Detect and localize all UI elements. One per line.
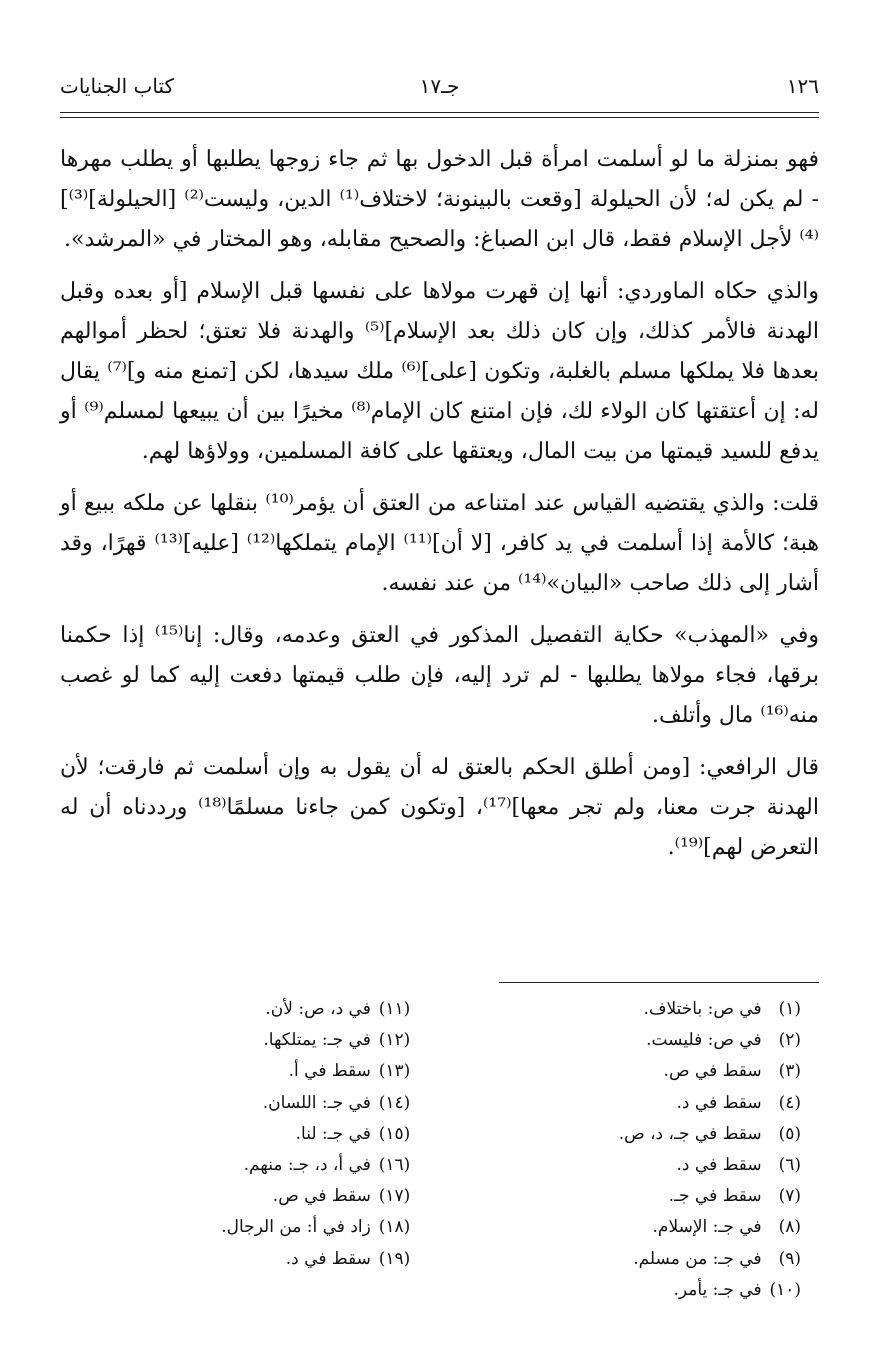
footnote xyxy=(79,1244,410,1275)
footnote xyxy=(450,1244,801,1275)
footnote xyxy=(79,1119,410,1150)
footnote-number: (٨) xyxy=(778,1217,801,1238)
footnote-text: في جـ: يأمر. xyxy=(673,1279,762,1300)
footnote xyxy=(79,994,410,1025)
footnote-number: (١٨) xyxy=(378,1217,411,1238)
footnote-text: سقط في ص. xyxy=(272,1186,371,1207)
footnote-text: في جـ: الإسلام. xyxy=(652,1217,762,1238)
page-number: ١٢٦ xyxy=(786,74,819,98)
footnote xyxy=(79,1212,410,1243)
footnote-text: في ص: فليست. xyxy=(646,1030,762,1051)
main-text xyxy=(60,140,819,880)
footnote-number: (١٥) xyxy=(378,1123,411,1144)
header-rule-secondary xyxy=(60,117,819,118)
footnote-number: (١٢) xyxy=(378,1030,411,1051)
footnote-text: في جـ: اللسان. xyxy=(262,1092,371,1113)
footnote-text: في جـ: يمتلكها. xyxy=(263,1030,371,1051)
footnote-text: في جـ: من مسلم. xyxy=(633,1248,762,1269)
footnote xyxy=(450,1056,801,1087)
footnote-number: (٣) xyxy=(778,1061,801,1082)
footnote-text: سقط في د. xyxy=(676,1092,762,1113)
footnote-text: في أ، د، جـ: منهم. xyxy=(243,1155,371,1176)
footnote xyxy=(79,1088,410,1119)
footnote xyxy=(79,1025,410,1056)
header-rule xyxy=(60,112,819,113)
footnote-number: (١٤) xyxy=(378,1092,411,1113)
footnote-number: (١) xyxy=(778,999,801,1019)
footnote-text: سقط في د. xyxy=(676,1155,762,1176)
footnote-text: في جـ: لنا. xyxy=(295,1123,371,1144)
footnote-number: (٢) xyxy=(778,1030,801,1051)
footnotes xyxy=(79,994,819,1306)
volume-label: جـ١٧ xyxy=(419,74,460,98)
footnote-text: في د، ص: لأن. xyxy=(265,999,371,1019)
paragraph: فهو بمنزلة ما لو أسلمت امرأة قبل الدخول بها ثم جاء زوجها يطلبها أو يطلب مهرها - لم يكن له؛ لأن الحيلولة [وقعت بالبينونة؛ لاختلاف⁽¹⁾ الدين، وليست⁽²⁾ [الحيلولة]⁽³⁾]⁽⁴⁾ لأجل الإسلام فقط، قال ابن الصباغ: والصحيح مقابله، وهو المختار في «المرشد». xyxy=(60,147,819,252)
paragraph: والذي حكاه الماوردي: أنها إن قهرت مولاها على نفسها قبل الإسلام [أو بعده وقبل الهدنة فالأمر كذلك، وإن كان ذلك بعد الإسلام]⁽⁵⁾ والهدنة فلا تعتق؛ لحظر أموالهم بعدها فلا يملكها مسلم بالغلبة، وتكون [على]⁽⁶⁾ ملك سيدها، لكن [تمنع منه و]⁽⁷⁾ يقال له: إن أعتقتها كان الولاء لك، فإن امتنع كان الإمام⁽⁸⁾ مخيرًا بين أن يبيعها لمسلم⁽⁹⁾ أو يدفع للسيد قيمتها من بيت المال، ويعتقها على كافة المسلمين، وولاؤها لهم. xyxy=(60,279,820,464)
footnote xyxy=(79,1056,410,1087)
footnote-text: في ص: باختلاف. xyxy=(643,999,762,1019)
book-title: كتاب الجنايات xyxy=(60,74,175,98)
footnote xyxy=(79,1181,410,1212)
footnote-number: (٥) xyxy=(778,1123,801,1144)
page-header xyxy=(60,74,819,104)
footnote xyxy=(450,1275,801,1306)
footnote-number: (١١) xyxy=(378,999,411,1019)
footnote-number: (١٧) xyxy=(378,1186,411,1207)
footnote-text: سقط في أ. xyxy=(288,1061,371,1082)
paragraph: وفي «المهذب» حكاية التفصيل المذكور في العتق وعدمه، وقال: إنا⁽¹⁵⁾ إذا حكمنا برقها، فجاء مولاها يطلبها - لم ترد إليه، فإن طلب قيمتها دفعت إليه كما لو غصب منه⁽¹⁶⁾ مال وأتلف. xyxy=(60,623,819,728)
footnote-number: (٩) xyxy=(778,1248,801,1269)
footnote-number: (١٣) xyxy=(378,1061,411,1082)
footnote-number: (١٠) xyxy=(769,1279,801,1300)
footnote xyxy=(450,1181,801,1212)
footnote-number: (٧) xyxy=(778,1186,801,1207)
footnotes-column-left xyxy=(79,994,450,1306)
footnote xyxy=(450,1088,801,1119)
footnote xyxy=(450,1025,801,1056)
footnote xyxy=(450,994,801,1025)
footnote-text: سقط في جـ، د، ص. xyxy=(618,1123,762,1144)
footnote-rule xyxy=(499,982,819,983)
footnote-text: سقط في ص. xyxy=(663,1061,762,1082)
footnote-text: سقط في د. xyxy=(285,1248,371,1269)
footnotes-column-right xyxy=(450,994,819,1306)
footnote-text: سقط في جـ. xyxy=(668,1186,762,1207)
footnote xyxy=(450,1150,801,1181)
footnote xyxy=(450,1212,801,1243)
footnote-text: زاد في أ: من الرجال. xyxy=(221,1217,371,1238)
footnote-number: (٤) xyxy=(778,1092,801,1113)
paragraph: قال الرافعي: [ومن أطلق الحكم بالعتق له أن يقول به وإن أسلمت ثم فارقت؛ لأن الهدنة جرت معنا، ولم تجر معها]⁽¹⁷⁾، [وتكون كمن جاءنا مسلمًا⁽¹⁸⁾ ورددناه أن له التعرض لهم]⁽¹⁹⁾. xyxy=(60,755,819,860)
footnote-number: (١٦) xyxy=(378,1155,411,1176)
paragraph: قلت: والذي يقتضيه القياس عند امتناعه من العتق أن يؤمر⁽¹⁰⁾ بنقلها عن ملكه ببيع أو هبة؛ كالأمة إذا أسلمت في يد كافر، [لا أن]⁽¹¹⁾ الإمام يتملكها⁽¹²⁾ [عليه]⁽¹³⁾ قهرًا، وقد أشار إلى ذلك صاحب «البيان»⁽¹⁴⁾ من عند نفسه. xyxy=(60,491,820,596)
footnote-number: (١٩) xyxy=(378,1248,411,1269)
footnote xyxy=(79,1150,410,1181)
footnote xyxy=(450,1119,801,1150)
footnote-number: (٦) xyxy=(778,1155,801,1176)
